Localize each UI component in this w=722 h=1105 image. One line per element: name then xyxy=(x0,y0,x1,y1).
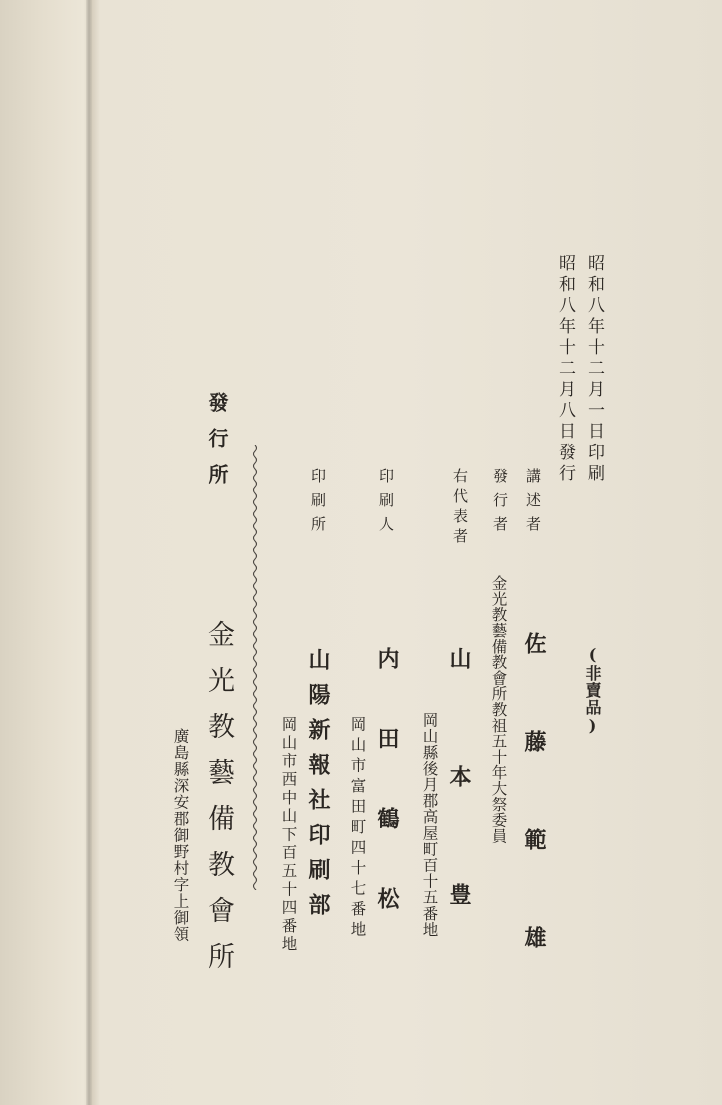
issuer-label: 發行者 xyxy=(491,468,509,540)
publish-date: 昭和八年十二月八日發行 xyxy=(555,254,575,485)
representative-name: 山本豊 xyxy=(446,647,472,1001)
representative-label: 右代表者 xyxy=(451,468,469,548)
print-shop-name: 山陽新報社印刷部 xyxy=(305,648,331,928)
issuer-organization: 金光教藝備教會所教祖五十年大祭委員 xyxy=(489,575,508,844)
printer-address: 岡山市富田町四十七番地 xyxy=(348,716,367,942)
lecturer-name: 佐藤範雄 xyxy=(521,632,547,1024)
print-shop-address: 岡山市西中山下百五十四番地 xyxy=(279,716,298,954)
publisher-address: 廣島縣深安郡御野村字上御領 xyxy=(171,728,190,943)
representative-address: 岡山縣後月郡高屋町百十五番地 xyxy=(420,712,439,938)
price-note: (非賣品) xyxy=(583,645,602,736)
publisher-label: 發行所 xyxy=(205,392,229,500)
wavy-divider-line xyxy=(243,445,267,890)
print-shop-label: 印刷所 xyxy=(309,468,327,540)
print-date: 昭和八年十二月一日印刷 xyxy=(584,254,604,485)
printer-name: 内田鶴松 xyxy=(374,647,400,967)
book-gutter xyxy=(86,0,92,1105)
publisher-name: 金光教藝備教會所 xyxy=(203,620,234,988)
lecturer-label: 講述者 xyxy=(524,468,542,540)
printer-label: 印刷人 xyxy=(377,468,395,540)
